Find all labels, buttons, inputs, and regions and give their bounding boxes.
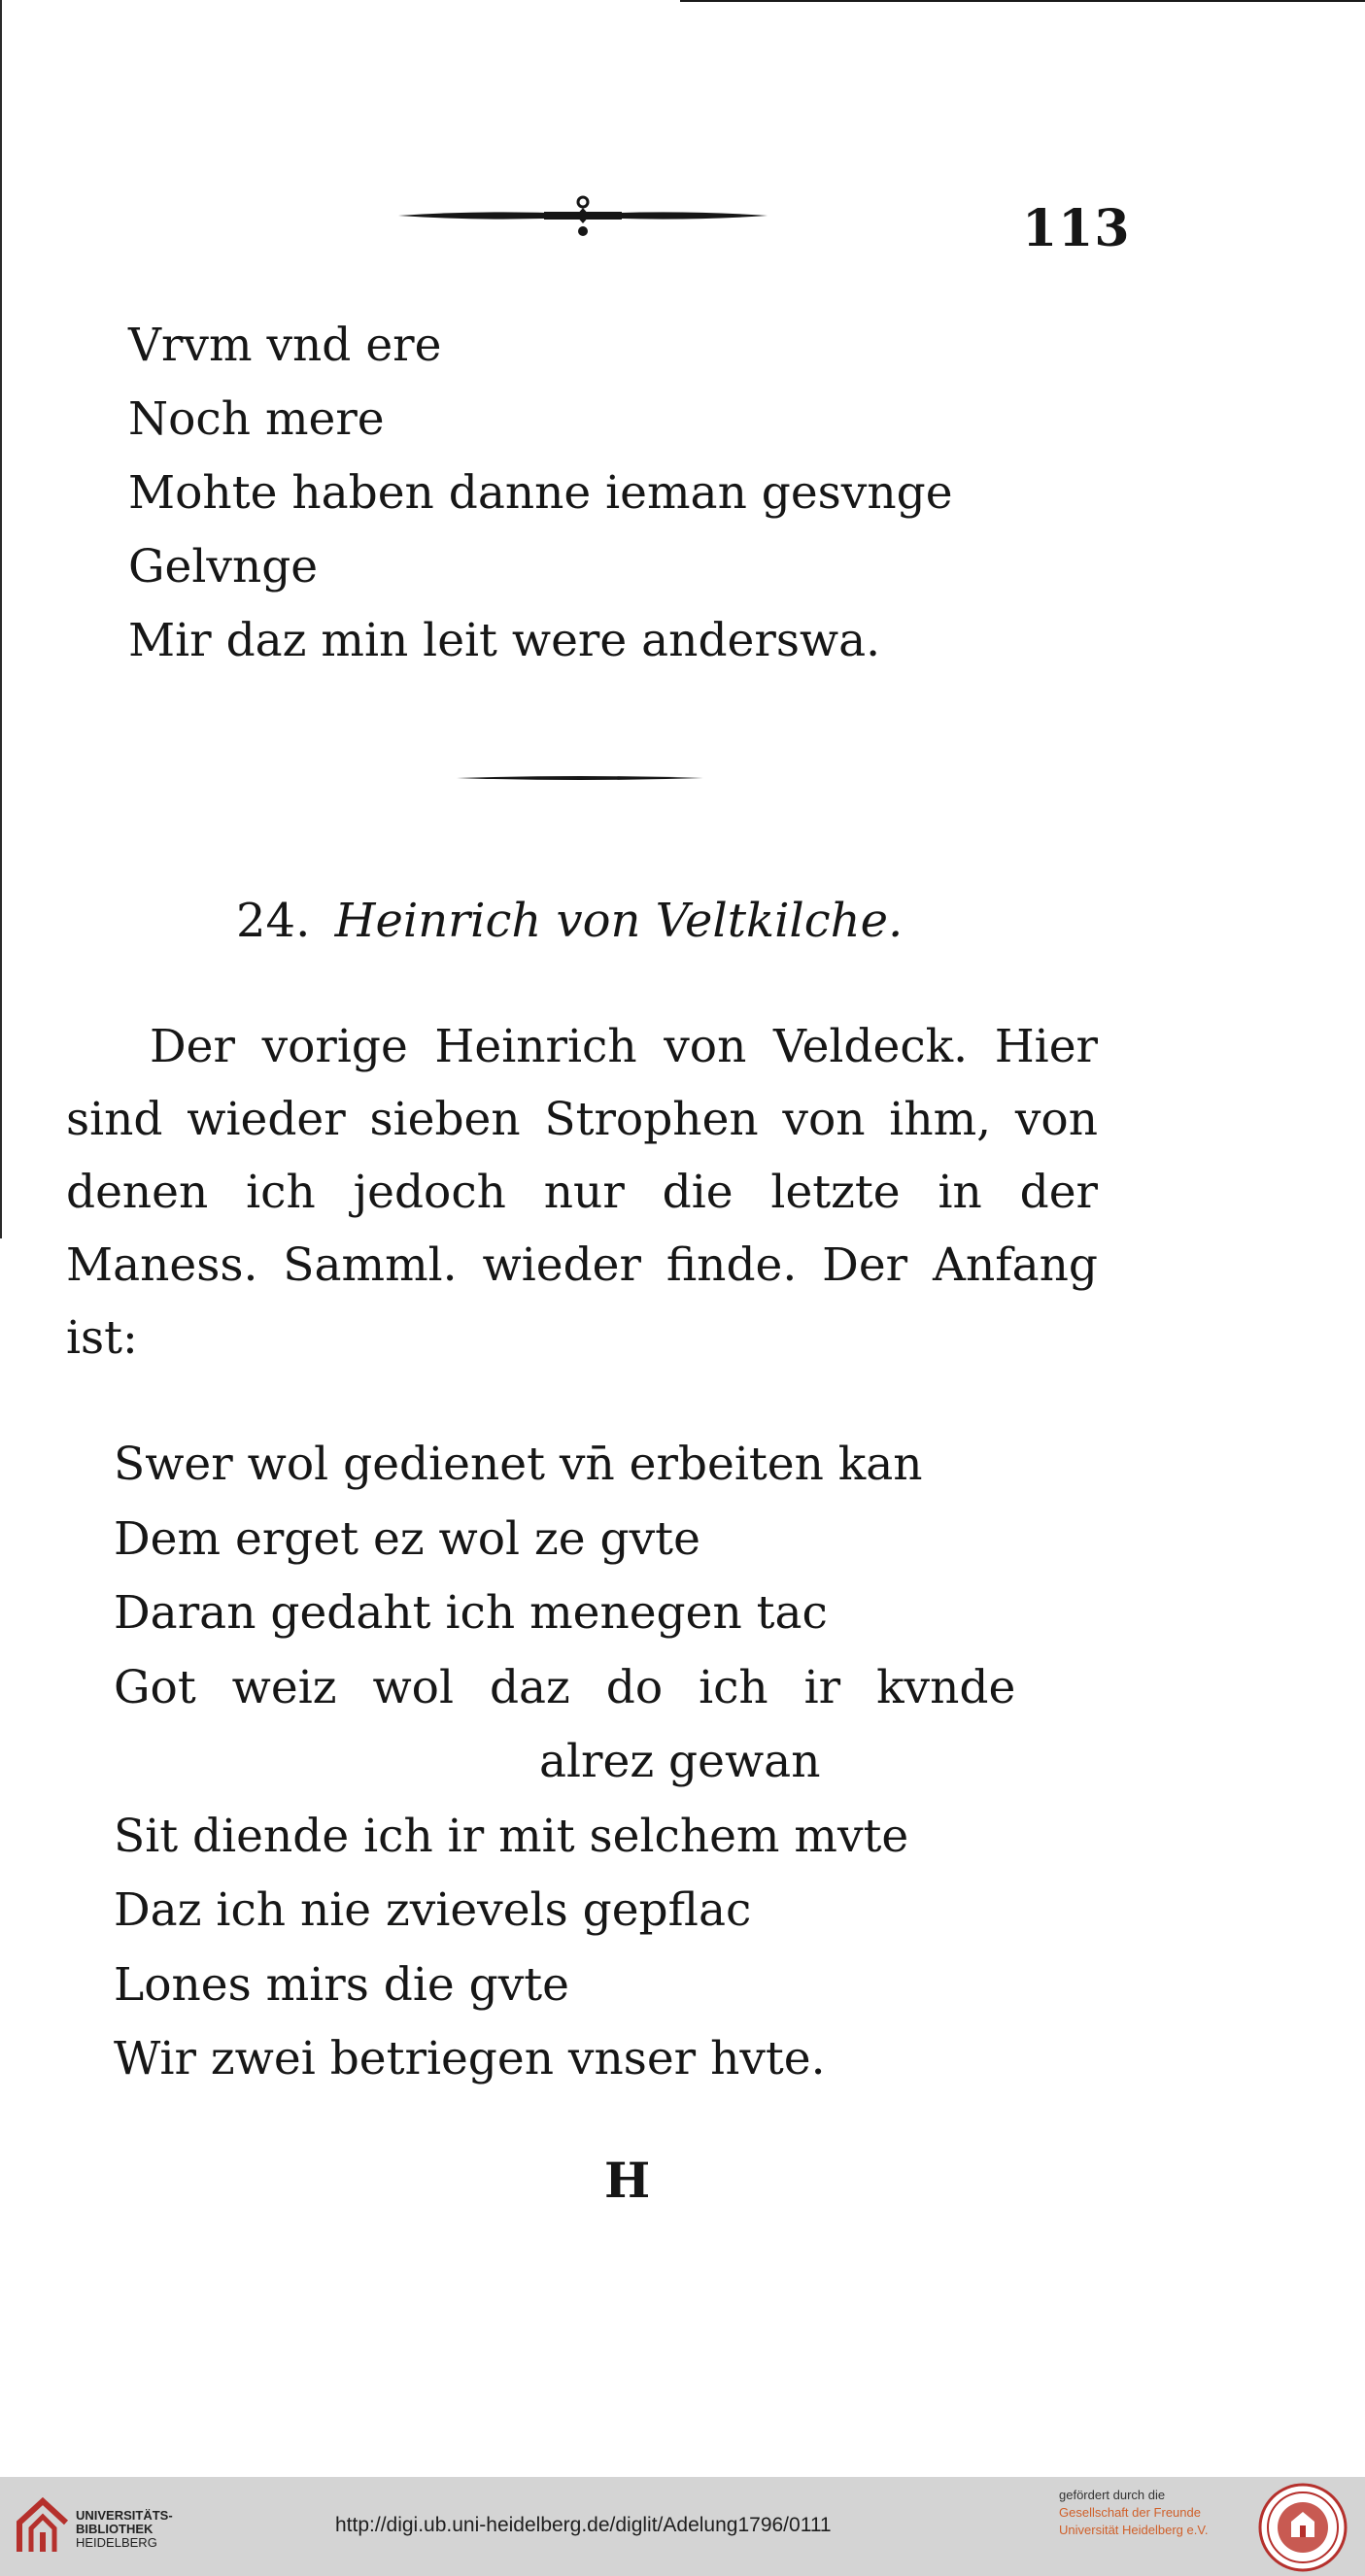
verse-line: Daz ich nie zvievels gepflac xyxy=(114,1883,752,1937)
sponsor-label: gefördert durch die xyxy=(1059,2488,1166,2502)
sponsor-name-line: Gesellschaft der Freunde xyxy=(1059,2505,1201,2520)
library-name-line: HEIDELBERG xyxy=(76,2535,157,2550)
commentary-paragraph xyxy=(66,1010,1098,1374)
verse-block-2 xyxy=(114,1428,1015,2097)
ornament-rule xyxy=(398,194,768,239)
verse-line-continuation: alrez gewan xyxy=(539,1735,821,1788)
page-edge-top xyxy=(680,0,1365,2)
signature-mark: H xyxy=(604,2152,651,2209)
verse-line: Dem erget ez wol ze gvte xyxy=(114,1511,700,1566)
permalink-url[interactable]: http://digi.ub.uni-heidelberg.de/diglit/Adelung1796/0111 xyxy=(335,2514,832,2536)
library-name-line: UNIVERSITÄTS- xyxy=(76,2508,173,2523)
section-title: Heinrich von Veltkilche. xyxy=(334,894,904,948)
verse-line: Wir zwei betriegen vnser hvte. xyxy=(114,2032,826,2085)
university-library-logo-icon[interactable] xyxy=(14,2493,72,2558)
footer-bar xyxy=(0,2477,1365,2576)
verse-line: Got weiz wol daz do ich ir kvnde xyxy=(114,1660,1016,1714)
page-edge-left xyxy=(0,0,2,1238)
verse-line: Lones mirs die gvte xyxy=(114,1957,569,2012)
page-number: 113 xyxy=(1022,199,1131,258)
verse-block-1 xyxy=(128,309,953,678)
verse-line: Swer wol gedienet vn̄ erbeiten kan xyxy=(114,1438,923,1491)
section-divider xyxy=(457,773,703,783)
verse-line: Vrvm vnd ere xyxy=(128,319,442,372)
verse-line: Mir daz min leit were anderswa. xyxy=(128,614,881,667)
verse-line: Gelvnge xyxy=(128,540,319,593)
section-heading xyxy=(236,894,903,948)
sponsor-name-line: Universität Heidelberg e.V. xyxy=(1059,2523,1209,2537)
sponsor-credit xyxy=(1059,2487,1208,2539)
university-seal-icon[interactable] xyxy=(1258,2483,1348,2572)
section-number: 24. xyxy=(236,894,311,948)
verse-line: Mohte haben danne ieman gesvnge xyxy=(128,466,953,520)
library-name-line: BIBLIOTHEK xyxy=(76,2522,154,2536)
verse-line: Sit diende ich ir mit selchem mvte xyxy=(114,1809,909,1863)
verse-line: Noch mere xyxy=(128,392,385,446)
library-name xyxy=(76,2509,173,2550)
verse-line: Daran gedaht ich menegen tac xyxy=(114,1586,828,1640)
commentary-text: Der vorige Heinrich von Veldeck. Hier sind wieder sieben Strophen von ihm, von denen ich jedoch nur die letzte in der Maness. Samml. wieder finde. Der Anfang ist: xyxy=(66,1020,1098,1365)
